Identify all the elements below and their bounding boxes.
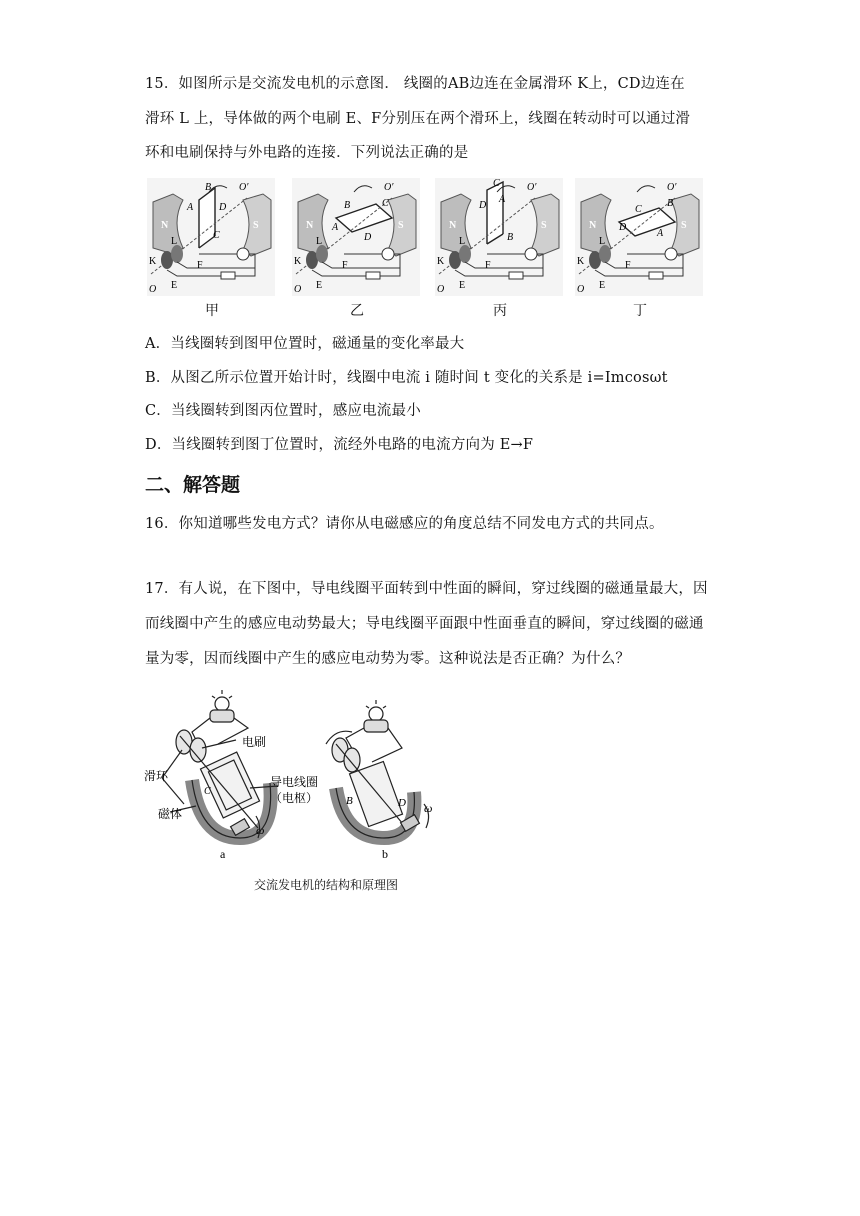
magnet-s-label: S [541,220,547,231]
ring-l-label: L [599,236,606,247]
panel-caption-yi: 乙 [350,303,364,319]
label-armature: （电枢） [270,791,319,805]
generator-drawing [575,178,703,296]
section-heading: 二、解答题 [145,474,241,496]
q15-option-b: B．从图乙所示位置开始计时，线圈中电流 i 随时间 t 变化的关系是 i=Imcosωt [145,370,668,386]
ring-k-label: K [149,256,157,267]
coil-letter-a: A [499,194,506,205]
label-b: b [382,847,388,861]
q15-option-a: A．当线圈转到图甲位置时，磁通量的变化率最大 [145,336,465,352]
label-omega-b: ω [424,801,433,815]
label-coil: 导电线圈 [270,775,319,789]
coil-letter-b: B [667,198,674,209]
coil-letter-c: C [213,230,220,241]
label-slip-ring: 滑环 [144,769,169,783]
ring-k-label: K [294,256,302,267]
q17-line-3: 量为零，因而线圈中产生的感应电动势为零。这种说法是否正确？为什么？ [145,651,631,667]
brush-e-label: E [599,280,606,291]
q15-line-1: 15．如图所示是交流发电机的示意图． 线圈的AB边连在金属滑环 K上，CD边连在 [145,76,685,92]
q15-line-3: 环和电刷保持与外电路的连接．下列说法正确的是 [145,145,469,161]
q17-figure-caption: 交流发电机的结构和原理图 [254,878,399,892]
axis-o-prime-label: O′ [527,182,537,193]
coil-letter-b: B [507,232,514,243]
label-D-b: D [398,797,406,809]
coil-letter-c: C [493,178,500,189]
q15-option-d: D．当线圈转到图丁位置时，流经外电路的电流方向为 E→F [145,437,534,453]
brush-e-label: E [459,280,466,291]
q17-generator-figure [140,688,450,866]
coil-letter-a: A [657,228,664,239]
brush-f-label: F [625,260,631,271]
axis-o-prime-label: O′ [667,182,677,193]
panel-caption-jia: 甲 [205,303,219,319]
label-magnet: 磁体 [158,807,183,821]
ring-k-label: K [577,256,585,267]
axis-o-label: O [437,284,445,295]
coil-letter-d: D [219,202,227,213]
magnet-s-label: S [398,220,404,231]
coil-letter-c: C [382,198,389,209]
generator-panel-ding [575,178,703,296]
coil-letter-c: C [635,204,642,215]
ring-k-label: K [437,256,445,267]
magnet-n-label: N [306,220,314,231]
q15-line-2: 滑环 L 上，导体做的两个电刷 E、F分别压在两个滑环上，线圈在转动时可以通过滑 [145,111,691,127]
label-B-b: B [346,795,353,807]
magnet-n-label: N [589,220,597,231]
magnet-s-label: S [253,220,259,231]
generator-panel-bing [435,178,563,296]
magnet-n-label: N [161,220,169,231]
axis-o-prime-label: O′ [239,182,249,193]
brush-e-label: E [171,280,178,291]
axis-o-label: O [294,284,302,295]
generator-panel-yi [292,178,420,296]
generator-drawing [147,178,275,296]
brush-f-label: F [485,260,491,271]
axis-o-label: O [149,284,157,295]
coil-letter-d: D [364,232,372,243]
magnet-s-label: S [681,220,687,231]
panel-caption-ding: 丁 [633,303,647,319]
magnet-n-label: N [449,220,457,231]
panel-caption-bing: 丙 [493,303,507,319]
label-omega-a: ω [256,823,265,837]
generator-panel-jia [147,178,275,296]
generator-drawing [435,178,563,296]
coil-letter-b: B [205,182,212,193]
label-a: a [220,847,226,861]
coil-letter-a: A [332,222,339,233]
coil-letter-b: B [344,200,351,211]
q15-option-c: C．当线圈转到图丙位置时，感应电流最小 [145,403,421,419]
ring-l-label: L [316,236,323,247]
label-C-a: C [204,786,211,797]
q17-line-2: 而线圈中产生的感应电动势最大；导电线圈平面跟中性面垂直的瞬间，穿过线圈的磁通 [145,616,704,632]
ring-l-label: L [171,236,178,247]
axis-o-label: O [577,284,585,295]
ring-l-label: L [459,236,466,247]
coil-letter-d: D [479,200,487,211]
coil-letter-d: D [619,222,627,233]
q16-text: 16．你知道哪些发电方式？请你从电磁感应的角度总结不同发电方式的共同点。 [145,516,664,532]
axis-o-prime-label: O′ [384,182,394,193]
coil-letter-a: A [187,202,194,213]
label-brush: 电刷 [242,735,267,749]
q17-line-1: 17．有人说，在下图中，导电线圈平面转到中性面的瞬间，穿过线圈的磁通量最大，因 [145,581,708,597]
generator-drawing [292,178,420,296]
generator-diagram-b [326,700,429,838]
brush-f-label: F [197,260,203,271]
brush-e-label: E [316,280,323,291]
brush-f-label: F [342,260,348,271]
